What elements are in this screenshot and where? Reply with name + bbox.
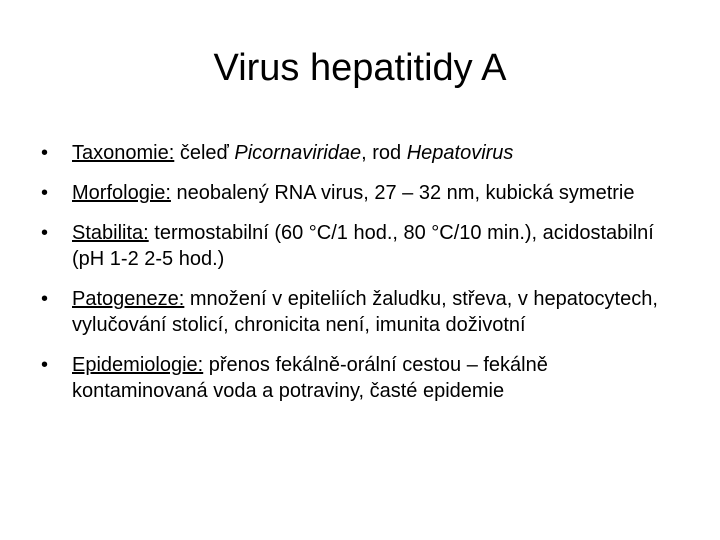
bullet-dot-icon: • [41, 142, 49, 164]
bullet-term: Patogeneze: [72, 288, 185, 310]
bullet-text-italic: Picornaviridae [234, 142, 362, 164]
bullet-dot-icon: • [41, 222, 49, 244]
bullet-dot-icon: • [41, 288, 49, 310]
bullet-text: přenos fekálně-orální cestou – fekálně kontaminovaná voda a potraviny, časté epidemie [72, 354, 548, 402]
bullet-text: čeleď [174, 142, 235, 164]
bullet-term: Epidemiologie: [72, 354, 204, 376]
slide-title: Virus hepatitidy A [213, 47, 507, 89]
bullet-patogeneze [30, 286, 680, 338]
bullet-text: množení v epiteliích žaludku, střeva, v hepatocytech, vylučování stolicí, chronicita není, imunita doživotní [72, 288, 658, 336]
bullet-text-italic: Hepatovirus [406, 142, 514, 164]
bullet-epidemiologie [30, 352, 680, 404]
bullet-stabilita [30, 220, 680, 272]
bullet-dot-icon: • [41, 182, 49, 204]
bullet-morfologie [30, 180, 680, 206]
bullet-dot-icon: • [41, 354, 49, 376]
bullet-term: Taxonomie: [72, 142, 175, 164]
bullet-list [30, 140, 680, 418]
bullet-term: Morfologie: [72, 182, 171, 204]
bullet-text: neobalený RNA virus, 27 – 32 nm, kubická symetrie [170, 182, 635, 204]
bullet-text: , rod [361, 142, 407, 164]
bullet-taxonomie [30, 140, 680, 166]
bullet-term: Stabilita: [72, 222, 149, 244]
bullet-text: termostabilní (60 °C/1 hod., 80 °C/10 min.), acidostabilní (pH 1-2 2-5 hod.) [72, 222, 654, 270]
